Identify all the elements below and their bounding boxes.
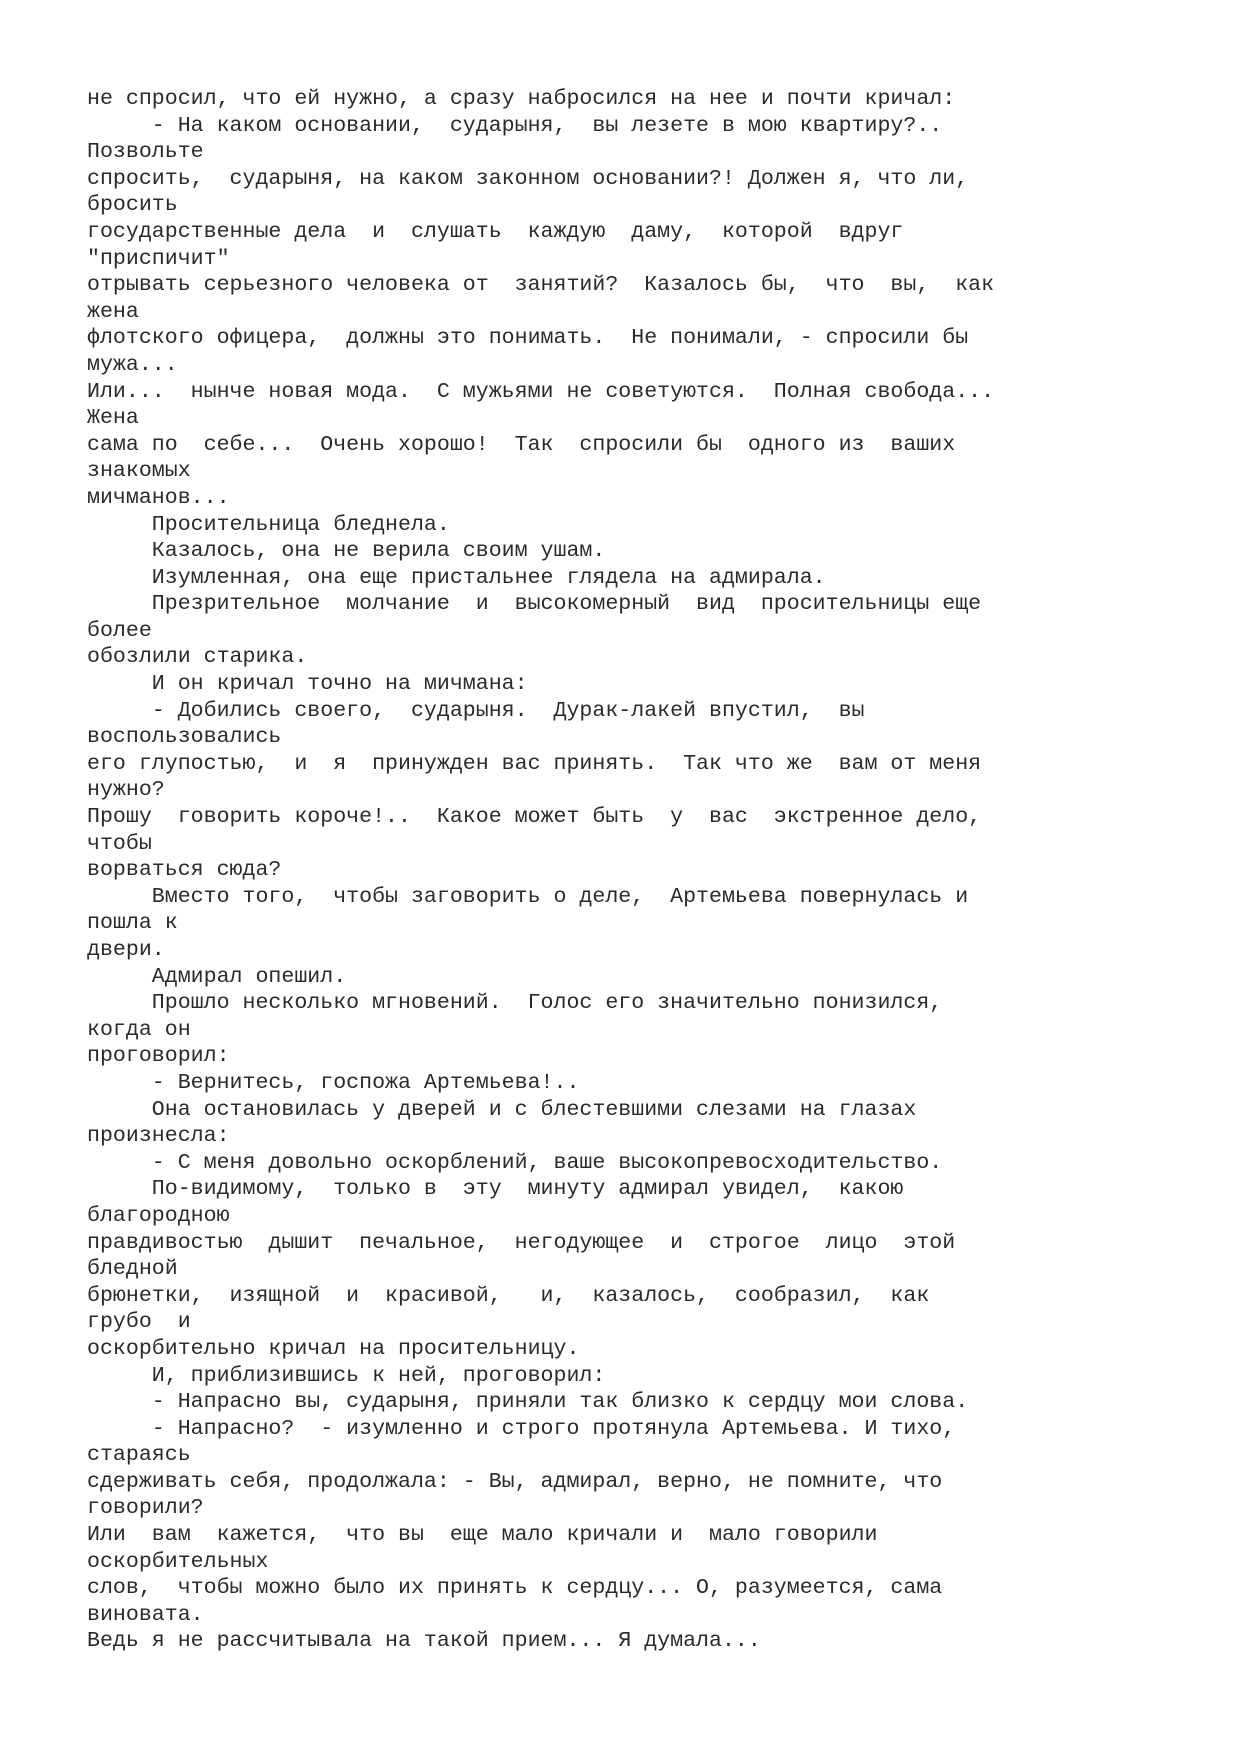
- text-line: И он кричал точно на мичмана:: [87, 672, 528, 697]
- text-line: чтобы: [87, 831, 152, 856]
- text-line: бросить: [87, 193, 178, 218]
- text-line: виновата.: [87, 1602, 204, 1627]
- text-line: государственные дела и слушать каждую даму, которой вдруг: [87, 219, 904, 244]
- text-line: Просительница бледнела.: [87, 512, 450, 537]
- text-line: Или... нынче новая мода. С мужьями не советуются. Полная свобода...: [87, 379, 995, 404]
- text-line: Казалось, она не верила своим ушам.: [87, 539, 606, 564]
- text-line: пошла к: [87, 911, 178, 936]
- text-line: брюнетки, изящной и красивой, и, казалось, сообразил, как: [87, 1283, 930, 1308]
- text-line: По-видимому, только в эту минуту адмирал увидел, какою: [87, 1177, 904, 1202]
- text-line: сдерживать себя, продолжала: - Вы, адмирал, верно, не помните, что: [87, 1469, 943, 1494]
- text-line: мичманов...: [87, 485, 230, 510]
- text-line: правдивостью дышит печальное, негодующее и строгое лицо этой: [87, 1230, 956, 1255]
- text-line: - Добились своего, сударыня. Дурак-лакей впустил, вы: [87, 698, 865, 723]
- text-line: - На каком основании, сударыня, вы лезете в мою квартиру?..: [87, 113, 943, 138]
- text-line: ворваться сюда?: [87, 858, 282, 883]
- text-line: произнесла:: [87, 1124, 230, 1149]
- text-line: мужа...: [87, 352, 178, 377]
- text-line: бледной: [87, 1257, 178, 1282]
- text-line: отрывать серьезного человека от занятий? Казалось бы, что вы, как: [87, 273, 995, 298]
- text-line: проговорил:: [87, 1044, 230, 1069]
- text-line: Она остановилась у дверей и с блестевшими слезами на глазах: [87, 1097, 917, 1122]
- text-line: - Напрасно? - изумленно и строго протянула Артемьева. И тихо,: [87, 1416, 956, 1441]
- text-line: Вместо того, чтобы заговорить о деле, Артемьева повернулась и: [87, 884, 969, 909]
- text-line: знакомых: [87, 459, 191, 484]
- text-line: оскорбительных: [87, 1549, 269, 1574]
- text-line: жена: [87, 299, 139, 324]
- text-line: сама по себе... Очень хорошо! Так спросили бы одного из ваших: [87, 432, 956, 457]
- text-line: - Вернитесь, госпожа Артемьева!..: [87, 1070, 580, 1095]
- text-line: обозлили старика.: [87, 645, 308, 670]
- text-line: Прошу говорить короче!.. Какое может быть у вас экстренное дело,: [87, 805, 982, 830]
- text-line: воспользовались: [87, 725, 282, 750]
- text-line: не спросил, что ей нужно, а сразу набросился на нее и почти кричал:: [87, 87, 956, 111]
- text-line: двери.: [87, 938, 165, 962]
- text-line: Адмирал опешил.: [87, 964, 347, 989]
- text-line: более: [87, 618, 152, 643]
- text-line: нужно?: [87, 778, 165, 803]
- text-line: когда он: [87, 1017, 191, 1042]
- text-line: Презрительное молчание и высокомерный вид просительницы еще: [87, 592, 982, 617]
- text-line: Ведь я не рассчитывала на такой прием... Я думала...: [87, 1629, 761, 1654]
- text-line: Позвольте: [87, 140, 204, 165]
- text-line: грубо и: [87, 1310, 191, 1335]
- text-line: оскорбительно кричал на просительницу.: [87, 1336, 580, 1361]
- text-line: говорили?: [87, 1496, 204, 1521]
- text-line: - Напрасно вы, сударыня, приняли так близко к сердцу мои слова.: [87, 1390, 969, 1415]
- text-line: его глупостью, и я принужден вас принять. Так что же вам от меня: [87, 751, 982, 776]
- text-line: - С меня довольно оскорблений, ваше высокопревосходительство.: [87, 1150, 943, 1175]
- text-line: Или вам кажется, что вы еще мало кричали и мало говорили: [87, 1523, 878, 1548]
- document-text: [87, 86, 1217, 1655]
- text-line: Прошло несколько мгновений. Голос его значительно понизился,: [87, 991, 943, 1016]
- text-line: благородною: [87, 1203, 230, 1228]
- text-line: И, приблизившись к ней, проговорил:: [87, 1363, 606, 1388]
- text-line: слов, чтобы можно было их принять к сердцу... О, разумеется, сама: [87, 1576, 943, 1601]
- text-line: флотского офицера, должны это понимать. Не понимали, - спросили бы: [87, 326, 969, 351]
- text-line: "приспичит": [87, 246, 230, 271]
- text-line: Изумленная, она еще пристальнее глядела на адмирала.: [87, 565, 826, 590]
- text-line: спросить, сударыня, на каком законном основании?! Должен я, что ли,: [87, 166, 969, 191]
- text-line: стараясь: [87, 1443, 191, 1468]
- text-line: Жена: [87, 406, 139, 431]
